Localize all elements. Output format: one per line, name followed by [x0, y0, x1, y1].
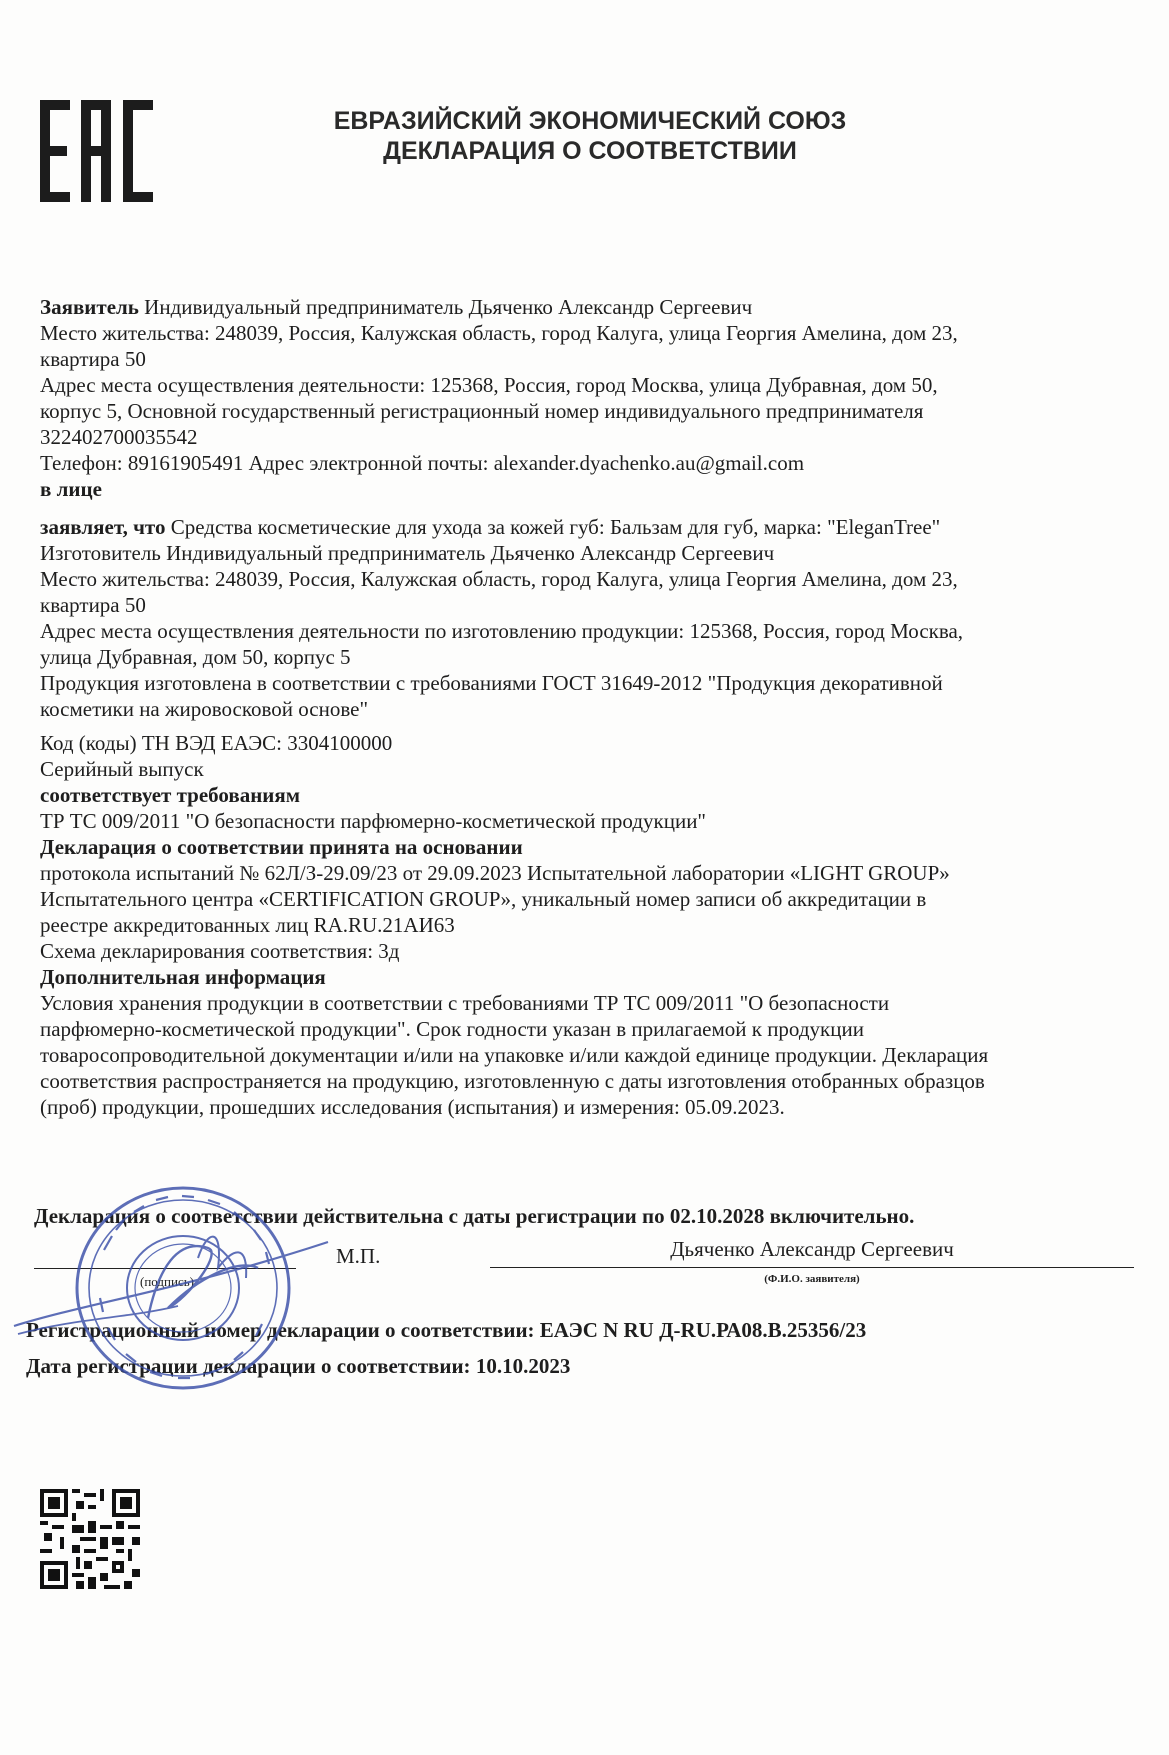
eac-mark-icon [40, 100, 158, 202]
applicant-residence: Место жительства: 248039, Россия, Калужская область, город Калуга, улица Георгия Амелина, дом 23, [40, 321, 958, 345]
basis-label: Декларация о соответствии принята на основании [40, 835, 523, 859]
applicant-activity: Адрес места осуществления деятельности: 125368, Россия, город Москва, улица Дубравная, дом 50, [40, 373, 938, 397]
name-caption: (Ф.И.О. заявителя) [764, 1273, 860, 1285]
union-title: ЕВРАЗИЙСКИЙ ЭКОНОМИЧЕСКИЙ СОЮЗ [333, 107, 847, 135]
applicant-activity-cont: корпус 5, Основной государственный регистрационный номер индивидуального предпринимателя [40, 399, 924, 423]
additional-info-4: соответствия распространяется на продукцию, изготовленную с даты изготовления отобранных образцов [40, 1069, 985, 1093]
additional-info-1: Условия хранения продукции в соответствии с требованиями ТР ТС 009/2011 "О безопасности [40, 991, 890, 1015]
declaration-scheme: Схема декларирования соответствия: 3д [40, 939, 400, 963]
declares-line [40, 514, 1120, 540]
basis-protocol: протокола испытаний № 62Л/З-29.09/23 от 29.09.2023 Испытательной лаборатории «LIGHT GROUP» [40, 861, 950, 885]
applicant-ogrnip: 322402700035542 [40, 425, 198, 449]
release-type: Серийный выпуск [40, 757, 204, 781]
registration-number: ЕАЭС N RU Д-RU.РА08.В.25356/23 [534, 1318, 867, 1342]
compliance-label: соответствует требованиям [40, 783, 301, 807]
hs-code: Код (коды) ТН ВЭД ЕАЭС: 3304100000 [40, 731, 393, 755]
applicant-label: Заявитель [40, 295, 139, 319]
applicant-full-name: Дьяченко Александр Сергеевич [670, 1237, 954, 1261]
standard-reference: Продукция изготовлена в соответствии с требованиями ГОСТ 31649-2012 "Продукция декоративной [40, 671, 943, 695]
signature-caption: (подпись) [140, 1274, 194, 1289]
applicant-name: Индивидуальный предприниматель Дьяченко Александр Сергеевич [138, 295, 753, 319]
registration-date: 10.10.2023 [470, 1354, 571, 1378]
seal-place-label: М.П. [336, 1244, 381, 1268]
manufacturer-residence: Место жительства: 248039, Россия, Калужская область, город Калуга, улица Георгия Амелина, дом 23, [40, 567, 958, 591]
declaration-body [40, 294, 1120, 1120]
additional-info-2: парфюмерно-косметической продукции". Срок годности указан в прилагаемой к продукции [40, 1017, 864, 1041]
registration-date-label: Дата регистрации декларации о соответствии: [26, 1354, 471, 1378]
registration-number-label: Регистрационный номер декларации о соответствии: [26, 1318, 535, 1342]
additional-info-label: Дополнительная информация [40, 965, 326, 989]
name-line [490, 1267, 1134, 1268]
validity-statement: Декларация о соответствии действительна с даты регистрации по 02.10.2028 включительно. [34, 1204, 915, 1228]
product-description: Средства косметические для ухода за кожей губ: Бальзам для губ, марка: "EleganTree" [165, 515, 941, 539]
manufacturer-residence-cont: квартира 50 [40, 593, 146, 617]
document-header [230, 106, 950, 166]
production-address: Адрес места осуществления деятельности по изготовлению продукции: 125368, Россия, город Москва, [40, 619, 964, 643]
applicant-residence-cont: квартира 50 [40, 347, 146, 371]
basis-center: Испытательного центра «CERTIFICATION GROUP», уникальный номер записи об аккредитации в [40, 887, 927, 911]
basis-registry: реестре аккредитованных лиц RA.RU.21АИ63 [40, 913, 455, 937]
declares-label: заявляет, что [40, 515, 166, 539]
in-person-label: в лице [40, 477, 102, 501]
applicant-line [40, 294, 1120, 320]
compliance-regulation: ТР ТС 009/2011 "О безопасности парфюмерно-косметической продукции" [40, 809, 707, 833]
additional-info-5: (проб) продукции, прошедших исследования (испытания) и измерения: 05.09.2023. [40, 1095, 785, 1119]
standard-reference-cont: косметики на жировосковой основе" [40, 697, 369, 721]
declaration-title: ДЕКЛАРАЦИЯ О СООТВЕТСТВИИ [383, 137, 797, 165]
applicant-contacts: Телефон: 89161905491 Адрес электронной почты: alexander.dyachenko.au@gmail.com [40, 451, 805, 475]
production-address-cont: улица Дубравная, дом 50, корпус 5 [40, 645, 351, 669]
manufacturer: Изготовитель Индивидуальный предприниматель Дьяченко Александр Сергеевич [40, 541, 775, 565]
round-stamp-icon [8, 1168, 338, 1418]
qr-code-icon [40, 1489, 140, 1589]
additional-info-3: товаросопроводительной документации и/или на упаковке и/или каждой единице продукции. Декларация [40, 1043, 989, 1067]
